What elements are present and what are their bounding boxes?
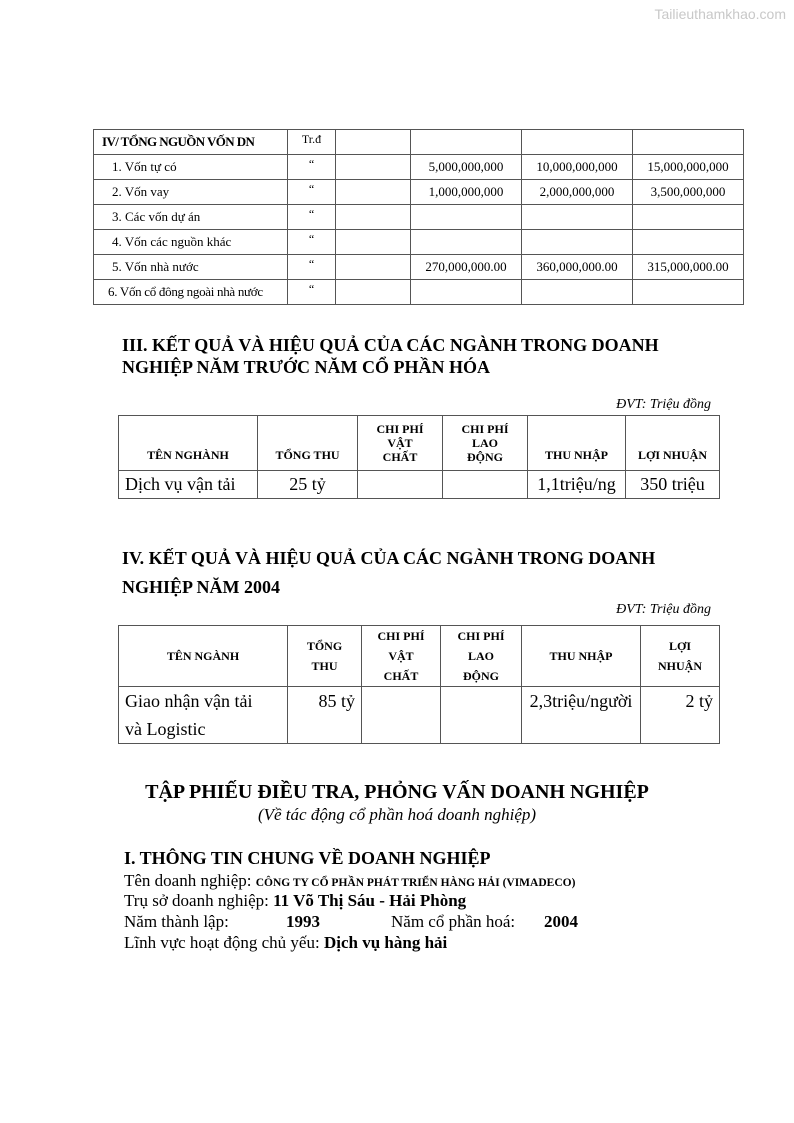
table-cell <box>522 130 633 155</box>
table-row <box>94 180 744 205</box>
table-cell <box>358 471 443 499</box>
table-cell: “ <box>288 280 336 305</box>
main-field-value: Dịch vụ hàng hải <box>323 933 448 952</box>
table-cell <box>336 230 411 255</box>
section-4-unit-note: ĐVT: Triệu đồng <box>616 602 711 617</box>
table-cell <box>633 205 744 230</box>
table-cell: Tr.đ <box>288 130 336 155</box>
header-line: ĐỘNG <box>467 450 503 464</box>
table-cell <box>633 280 744 305</box>
header-line: CHẤT <box>383 669 419 683</box>
table-cell: 5. Vốn nhà nước <box>94 255 288 280</box>
headquarters-line <box>124 891 466 911</box>
table-cell <box>411 205 522 230</box>
table-cell <box>443 471 528 499</box>
table-cell: 2 tỷ <box>641 687 720 744</box>
table-cell: 5,000,000,000 <box>411 155 522 180</box>
table-row <box>94 205 744 230</box>
table-cell: 2. Vốn vay <box>94 180 288 205</box>
column-header <box>358 416 443 471</box>
table-cell <box>336 280 411 305</box>
header-line: VẬT <box>388 649 414 663</box>
years-line <box>124 912 578 932</box>
table-cell <box>411 230 522 255</box>
table-cell: 3. Các vốn dự án <box>94 205 288 230</box>
headquarters-label: Trụ sở doanh nghiệp: <box>124 891 274 910</box>
header-line: LAO <box>467 649 494 663</box>
table-cell: “ <box>288 155 336 180</box>
company-name-label: Tên doanh nghiệp: <box>124 871 256 890</box>
table-cell: 85 tỷ <box>288 687 362 744</box>
table-cell: Dịch vụ vận tải <box>119 471 258 499</box>
cell-line: và Logistic <box>125 719 206 739</box>
table-cell <box>336 155 411 180</box>
table-header-row <box>119 626 720 687</box>
column-header: THU NHẬP <box>528 416 626 471</box>
section-3-results-table <box>118 415 720 499</box>
table-cell <box>411 130 522 155</box>
section-3-unit-note: ĐVT: Triệu đồng <box>616 397 711 412</box>
capital-sources-table <box>93 129 744 305</box>
table-row <box>119 471 720 499</box>
header-line: LỢI <box>668 639 691 653</box>
watermark: Tailieuthamkhao.com <box>654 6 786 22</box>
column-header: LỢI NHUẬN <box>626 416 720 471</box>
header-line: THU <box>311 659 338 673</box>
company-name-value: CÔNG TY CỔ PHẦN PHÁT TRIỂN HÀNG HẢI (VIMADECO) <box>255 877 576 889</box>
table-cell: “ <box>288 255 336 280</box>
column-header <box>641 626 720 687</box>
table-header-row <box>94 130 744 155</box>
header-line: CHI PHÍ <box>376 422 424 436</box>
table-cell: 10,000,000,000 <box>522 155 633 180</box>
column-header: TÊN NGÀNH <box>119 626 288 687</box>
table-cell: “ <box>288 180 336 205</box>
table-cell: IV/ TỔNG NGUỒN VỐN DN <box>94 130 288 155</box>
header-line: NHUẬN <box>658 659 702 673</box>
section-3-title-line-2: NGHIỆP NĂM TRƯỚC NĂM CỔ PHẦN HÓA <box>122 357 490 377</box>
table-row <box>94 155 744 180</box>
table-row <box>94 255 744 280</box>
main-field-line <box>124 933 447 953</box>
table-cell <box>336 205 411 230</box>
general-info-title: I. THÔNG TIN CHUNG VỀ DOANH NGHIỆP <box>124 848 491 868</box>
table-row <box>94 230 744 255</box>
column-header: TỔNG THU <box>258 416 358 471</box>
section-4-title-line-1: IV. KẾT QUẢ VÀ HIỆU QUẢ CỦA CÁC NGÀNH TRONG DOANH <box>122 548 656 568</box>
section-3-title-line-1: III. KẾT QUẢ VÀ HIỆU QUẢ CỦA CÁC NGÀNH TRONG DOANH <box>122 335 659 355</box>
cell-line: Giao nhận vận tải <box>125 691 253 711</box>
table-cell <box>336 130 411 155</box>
table-cell: 1,1triệu/ng <box>528 471 626 499</box>
table-cell: 15,000,000,000 <box>633 155 744 180</box>
table-cell: “ <box>288 230 336 255</box>
header-line: TỔNG <box>306 639 343 653</box>
column-header <box>288 626 362 687</box>
header-line: CHI PHÍ <box>377 629 425 643</box>
headquarters-value: 11 Võ Thị Sáu - Hải Phòng <box>273 891 467 910</box>
founded-label: Năm thành lập: <box>124 912 229 931</box>
header-line: CHI PHÍ <box>457 629 505 643</box>
table-cell <box>633 130 744 155</box>
table-cell: 1. Vốn tự có <box>94 155 288 180</box>
table-row <box>94 280 744 305</box>
table-row <box>119 687 720 744</box>
main-field-label: Lĩnh vực hoạt động chủ yếu: <box>124 933 324 952</box>
company-name-line <box>124 871 575 891</box>
founded-value: 1993 <box>286 912 320 931</box>
table-cell <box>522 205 633 230</box>
table-cell <box>362 687 441 744</box>
table-cell: 4. Vốn các nguồn khác <box>94 230 288 255</box>
header-line: VẬT <box>387 436 413 450</box>
table-cell <box>441 687 522 744</box>
section-4-results-table <box>118 625 720 744</box>
equitized-value: 2004 <box>544 912 578 931</box>
table-cell <box>336 255 411 280</box>
header-line: LAO <box>471 436 498 450</box>
header-line: ĐỘNG <box>463 669 499 683</box>
table-cell: “ <box>288 205 336 230</box>
table-cell: 3,500,000,000 <box>633 180 744 205</box>
equitized-label: Năm cổ phần hoá: <box>391 912 516 931</box>
table-cell <box>119 687 288 744</box>
table-cell: 25 tỷ <box>258 471 358 499</box>
header-line: CHI PHÍ <box>461 422 509 436</box>
table-cell: 315,000,000.00 <box>633 255 744 280</box>
column-header: TÊN NGHÀNH <box>119 416 258 471</box>
header-line: CHẤT <box>382 450 418 464</box>
table-cell: 270,000,000.00 <box>411 255 522 280</box>
table-cell: 1,000,000,000 <box>411 180 522 205</box>
column-header <box>443 416 528 471</box>
survey-subtitle: (Về tác động cổ phần hoá doanh nghiệp) <box>257 805 537 824</box>
table-cell: 350 triệu <box>626 471 720 499</box>
table-cell <box>522 280 633 305</box>
table-cell <box>411 280 522 305</box>
table-cell <box>633 230 744 255</box>
section-4-title-line-2: NGHIỆP NĂM 2004 <box>122 577 281 597</box>
table-cell: 6. Vốn cổ đông ngoài nhà nước <box>94 280 288 305</box>
table-cell <box>336 180 411 205</box>
table-header-row <box>119 416 720 471</box>
survey-title: TẬP PHIẾU ĐIỀU TRA, PHỎNG VẤN DOANH NGHIỆP <box>145 781 649 803</box>
table-cell: 2,000,000,000 <box>522 180 633 205</box>
table-cell: 2,3triệu/người <box>522 687 641 744</box>
column-header <box>441 626 522 687</box>
table-cell <box>522 230 633 255</box>
table-cell: 360,000,000.00 <box>522 255 633 280</box>
column-header <box>362 626 441 687</box>
column-header: THU NHẬP <box>522 626 641 687</box>
